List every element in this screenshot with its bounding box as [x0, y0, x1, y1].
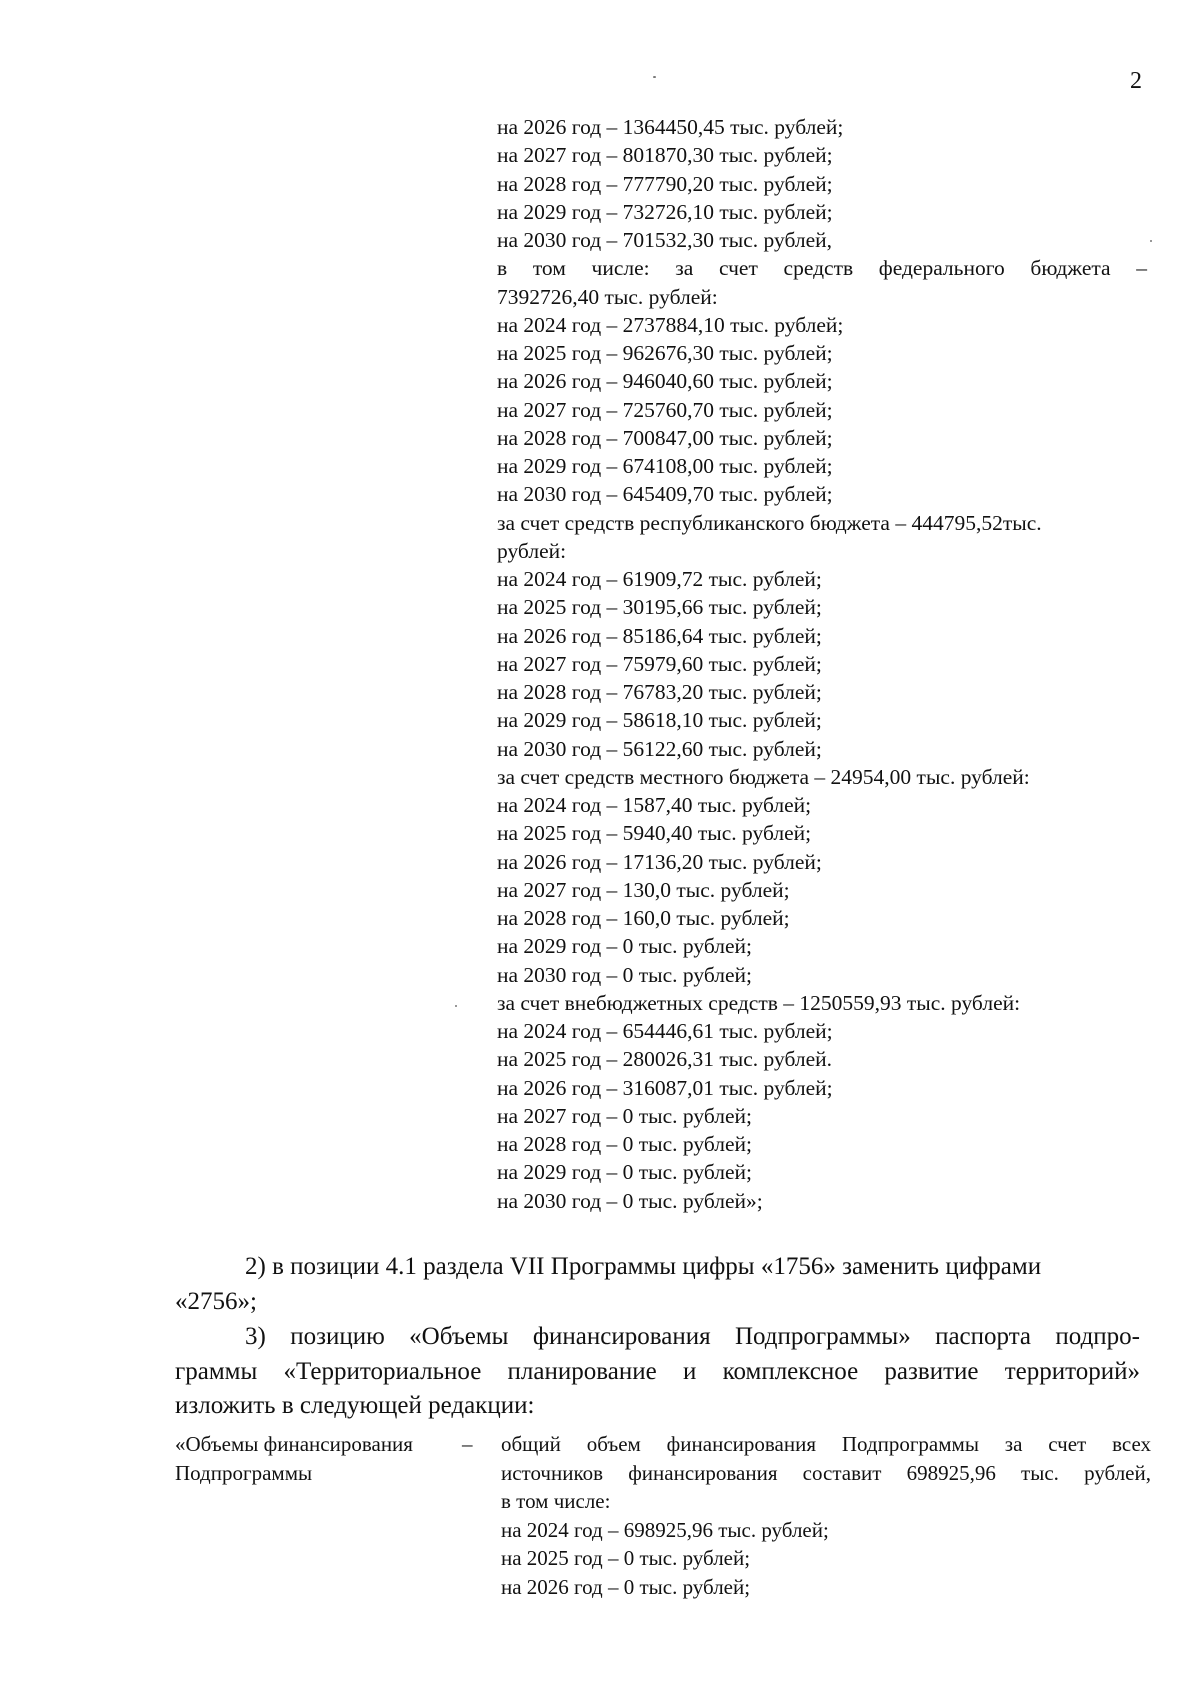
list-item: на 2027 год – 75979,60 тыс. рублей;: [497, 651, 822, 676]
list-item: на 2028 год – 76783,20 тыс. рублей;: [497, 680, 822, 704]
amendment-paragraph-3: [175, 1320, 1140, 1424]
federal-budget-total: 7392726,40 тыс. рублей:: [497, 284, 718, 309]
scan-speck: [653, 76, 656, 78]
list-item: на 2029 год – 0 тыс. рублей;: [497, 1160, 752, 1185]
funding-text-line: источников финансирования составит 698925,96 тыс. рублей,: [501, 1460, 1151, 1485]
list-item: на 2030 год – 0 тыс. рублей;: [497, 962, 752, 987]
list-item: на 2025 год – 280026,31 тыс. рублей.: [497, 1047, 833, 1072]
list-item: на 2024 год – 654446,61 тыс. рублей;: [497, 1019, 833, 1043]
list-item: на 2027 год – 801870,30 тыс. рублей;: [497, 143, 833, 168]
funding-text-line: общий объем финансирования Подпрограммы за счет всех: [501, 1432, 1151, 1456]
republican-budget-unit: рублей:: [497, 538, 567, 563]
list-item: на 2029 год – 732726,10 тыс. рублей;: [497, 199, 833, 224]
local-budget-heading: за счет средств местного бюджета – 24954,00 тыс. рублей:: [497, 764, 1030, 789]
list-item: на 2030 год – 701532,30 тыс. рублей,: [497, 228, 833, 252]
list-item: на 2029 год – 58618,10 тыс. рублей;: [497, 708, 822, 733]
list-item: на 2024 год – 2737884,10 тыс. рублей;: [497, 312, 844, 337]
list-item: на 2030 год – 0 тыс. рублей»;: [497, 1188, 763, 1213]
funding-dash: –: [462, 1432, 473, 1456]
list-item: на 2024 год – 61909,72 тыс. рублей;: [497, 567, 822, 591]
list-item: на 2025 год – 0 тыс. рублей;: [501, 1546, 751, 1570]
list-item: на 2030 год – 56122,60 тыс. рублей;: [497, 736, 822, 761]
list-item: на 2028 год – 160,0 тыс. рублей;: [497, 906, 790, 930]
list-item: на 2024 год – 1587,40 тыс. рублей;: [497, 793, 812, 817]
funding-label-line: Подпрограммы: [175, 1460, 313, 1485]
paragraph-line: изложить в следующей редакции:: [175, 1392, 535, 1419]
list-item: на 2025 год – 962676,30 тыс. рублей;: [497, 341, 833, 365]
paragraph-line: граммы «Территориальное планирование и комплексное развитие территорий»: [175, 1357, 1140, 1385]
funding-breakdown-list: [497, 113, 1147, 1215]
page-number: 2: [1130, 68, 1142, 94]
list-item: на 2026 год – 946040,60 тыс. рублей;: [497, 369, 833, 394]
list-item: на 2029 год – 674108,00 тыс. рублей;: [497, 454, 833, 478]
extrabudgetary-heading: за счет внебюджетных средств – 1250559,93 тыс. рублей:: [497, 990, 1021, 1015]
paragraph-line: 2) в позиции 4.1 раздела VII Программы цифры «1756» заменить цифрами: [245, 1253, 1042, 1280]
funding-description: [501, 1430, 1151, 1601]
scan-speck: [455, 1005, 457, 1007]
list-item: на 2025 год – 5940,40 тыс. рублей;: [497, 821, 812, 846]
list-item: на 2026 год – 85186,64 тыс. рублей;: [497, 623, 822, 648]
list-item: на 2024 год – 698925,96 тыс. рублей;: [501, 1517, 829, 1542]
list-item: на 2029 год – 0 тыс. рублей;: [497, 934, 752, 959]
list-item: на 2027 год – 725760,70 тыс. рублей;: [497, 397, 833, 422]
funding-label: [175, 1430, 495, 1487]
list-item: на 2030 год – 645409,70 тыс. рублей;: [497, 482, 833, 507]
list-item: на 2026 год – 0 тыс. рублей;: [501, 1574, 751, 1599]
federal-budget-heading: в том числе: за счет средств федерального бюджета –: [497, 256, 1147, 281]
republican-budget-heading: за счет средств республиканского бюджета – 444795,52тыс.: [497, 510, 1042, 535]
list-item: на 2026 год – 17136,20 тыс. рублей;: [497, 849, 822, 874]
paragraph-line: «2756»;: [175, 1287, 257, 1315]
amendment-paragraph-2: [175, 1250, 1140, 1319]
list-item: на 2026 год – 316087,01 тыс. рублей;: [497, 1075, 833, 1100]
list-item: на 2028 год – 700847,00 тыс. рублей;: [497, 425, 833, 450]
list-item: на 2028 год – 0 тыс. рублей;: [497, 1132, 752, 1156]
paragraph-line: 3) позицию «Объемы финансирования Подпрограммы» паспорта подпро-: [245, 1323, 1140, 1350]
list-item: на 2026 год – 1364450,45 тыс. рублей;: [497, 115, 844, 139]
list-item: на 2027 год – 130,0 тыс. рублей;: [497, 877, 790, 902]
scan-speck: [1150, 240, 1152, 242]
funding-label-line: «Объемы финансирования: [175, 1432, 413, 1456]
list-item: на 2025 год – 30195,66 тыс. рублей;: [497, 595, 822, 620]
list-item: на 2027 год – 0 тыс. рублей;: [497, 1103, 752, 1128]
funding-text-line: в том числе:: [501, 1489, 611, 1513]
list-item: на 2028 год – 777790,20 тыс. рублей;: [497, 171, 833, 196]
